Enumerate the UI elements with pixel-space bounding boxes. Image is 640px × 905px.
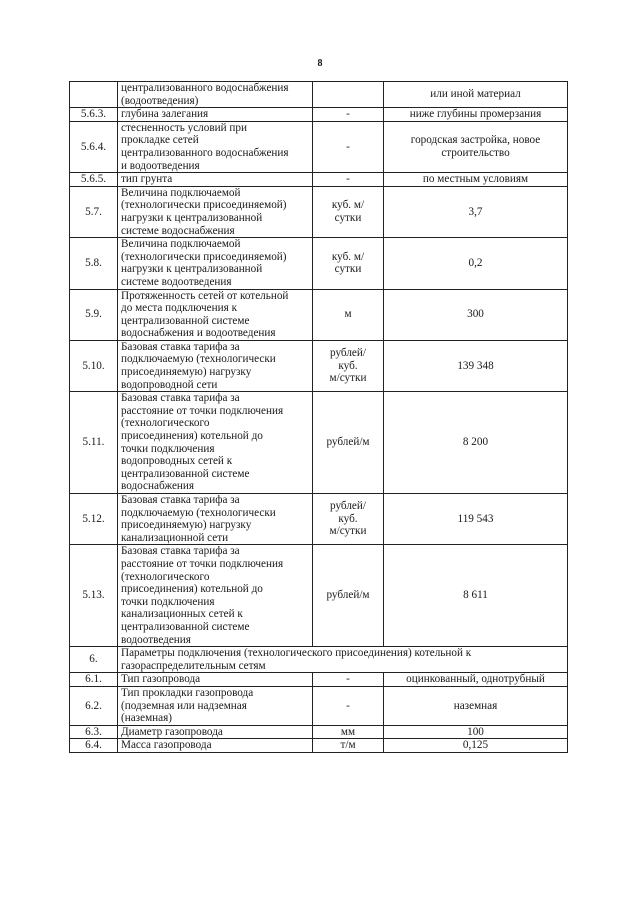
row-number: 5.11. [70, 392, 118, 494]
table-row [70, 108, 568, 122]
unit-of-measure: рублей/м [313, 392, 384, 494]
unit-of-measure: рублей/ куб. м/сутки [313, 340, 384, 391]
unit-of-measure: куб. м/ сутки [313, 238, 384, 289]
row-number: 6.3. [70, 725, 118, 739]
unit-of-measure: - [313, 121, 384, 172]
parameter-name: Базовая ставка тарифа за подключаемую (технологически присоединяемую) нагрузку канализационной сети [118, 494, 313, 545]
row-number: 6.1. [70, 673, 118, 687]
parameter-value: 119 543 [384, 494, 568, 545]
table-row [70, 686, 568, 725]
parameter-name: централизованного водоснабжения (водоотведения) [118, 82, 313, 108]
parameter-value: 100 [384, 725, 568, 739]
table-row [70, 289, 568, 340]
parameter-value: 300 [384, 289, 568, 340]
parameter-name: Диаметр газопровода [118, 725, 313, 739]
table-row [70, 82, 568, 108]
unit-of-measure [313, 82, 384, 108]
unit-of-measure: рублей/ куб. м/сутки [313, 494, 384, 545]
unit-of-measure: - [313, 108, 384, 122]
parameter-value: городская застройка, новое строительство [384, 121, 568, 172]
parameter-name: Базовая ставка тарифа за расстояние от точки подключения (технологического присоединения) котельной до точки подключения водопроводных сетей к централизованной системе водоснабжения [118, 392, 313, 494]
row-number: 5.8. [70, 238, 118, 289]
table-row [70, 173, 568, 187]
unit-of-measure: м [313, 289, 384, 340]
table-row [70, 392, 568, 494]
parameter-value: 0,125 [384, 739, 568, 753]
parameter-value: по местным условиям [384, 173, 568, 187]
row-number: 5.9. [70, 289, 118, 340]
parameter-value: 8 611 [384, 545, 568, 647]
section-heading: Параметры подключения (технологического присоединения) котельной к газораспределительным сетям [118, 647, 568, 673]
table-row [70, 340, 568, 391]
parameter-name: Тип газопровода [118, 673, 313, 687]
table-row [70, 647, 568, 673]
parameter-name: Величина подключаемой (технологически присоединяемой) нагрузки к централизованной системе водоснабжения [118, 186, 313, 237]
table-row [70, 545, 568, 647]
parameter-name: Базовая ставка тарифа за подключаемую (технологически присоединяемую) нагрузку водопроводной сети [118, 340, 313, 391]
parameter-name: тип грунта [118, 173, 313, 187]
table-row [70, 121, 568, 172]
unit-of-measure: куб. м/ сутки [313, 186, 384, 237]
row-number: 6.2. [70, 686, 118, 725]
parameter-name: стесненность условий при прокладке сетей централизованного водоснабжения и водоотведения [118, 121, 313, 172]
parameter-name: Протяженность сетей от котельной до места подключения к централизованной системе водоснабжения и водоотведения [118, 289, 313, 340]
row-number: 5.13. [70, 545, 118, 647]
parameter-name: Базовая ставка тарифа за расстояние от точки подключения (технологического присоединения) котельной до точки подключения канализационных сетей к централизованной системе водоотведения [118, 545, 313, 647]
unit-of-measure: т/м [313, 739, 384, 753]
table-row [70, 238, 568, 289]
unit-of-measure: - [313, 673, 384, 687]
row-number [70, 82, 118, 108]
unit-of-measure: - [313, 173, 384, 187]
parameters-table [69, 81, 568, 753]
table-row [70, 494, 568, 545]
unit-of-measure: - [313, 686, 384, 725]
row-number: 5.10. [70, 340, 118, 391]
parameter-name: Тип прокладки газопровода (подземная или надземная (наземная) [118, 686, 313, 725]
parameter-value: 3,7 [384, 186, 568, 237]
parameter-value: 139 348 [384, 340, 568, 391]
row-number: 6.4. [70, 739, 118, 753]
unit-of-measure: мм [313, 725, 384, 739]
page-number: 8 [317, 58, 323, 69]
table-row [70, 673, 568, 687]
parameter-value: 0,2 [384, 238, 568, 289]
row-number: 5.12. [70, 494, 118, 545]
parameters-table-body [70, 82, 568, 753]
unit-of-measure: рублей/м [313, 545, 384, 647]
table-row [70, 725, 568, 739]
row-number: 6. [70, 647, 118, 673]
parameter-name: Величина подключаемой (технологически присоединяемой) нагрузки к централизованной системе водоотведения [118, 238, 313, 289]
parameter-name: глубина залегания [118, 108, 313, 122]
row-number: 5.6.3. [70, 108, 118, 122]
parameter-value: наземная [384, 686, 568, 725]
table-row [70, 186, 568, 237]
parameter-name: Масса газопровода [118, 739, 313, 753]
row-number: 5.6.5. [70, 173, 118, 187]
table-row [70, 739, 568, 753]
row-number: 5.6.4. [70, 121, 118, 172]
parameter-value: оцинкованный, однотрубный [384, 673, 568, 687]
row-number: 5.7. [70, 186, 118, 237]
parameter-value: или иной материал [384, 82, 568, 108]
parameter-value: ниже глубины промерзания [384, 108, 568, 122]
parameter-value: 8 200 [384, 392, 568, 494]
